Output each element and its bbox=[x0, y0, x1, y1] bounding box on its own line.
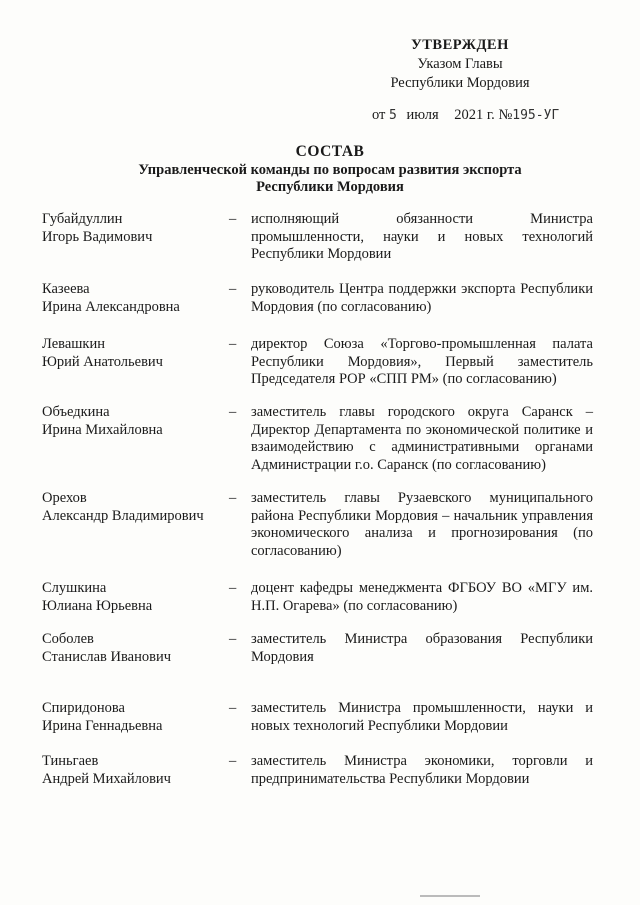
member-name bbox=[42, 753, 232, 788]
member-dash: – bbox=[229, 631, 237, 647]
member-role: исполняющий обязанности Министра промышленности, науки и новых технологий Республики Мордовии bbox=[251, 211, 593, 262]
title-line-1: Управленческой команды по вопросам развития экспорта bbox=[138, 162, 522, 178]
scan-artifact bbox=[420, 895, 480, 897]
decree-date-line bbox=[372, 107, 559, 124]
approved-label: УТВЕРЖДЕН bbox=[411, 37, 509, 53]
decree-number: 195-УГ bbox=[512, 108, 560, 123]
member-given-name: Юрий Анатольевич bbox=[42, 353, 163, 370]
approval-region: Республики Мордовия bbox=[390, 75, 530, 91]
title-line-2: Республики Мордовия bbox=[256, 179, 404, 195]
date-month: июля bbox=[406, 107, 439, 123]
member-given-name: Андрей Михайлович bbox=[42, 770, 171, 787]
member-dash: – bbox=[229, 336, 237, 352]
member-dash: – bbox=[229, 281, 237, 297]
approval-stamp bbox=[360, 36, 560, 93]
member-surname: Слушкина bbox=[42, 580, 107, 596]
member-role: заместитель главы Рузаевского муниципального района Республики Мордовия – начальник управления экономического анализа и прогнозирования (по согласованию) bbox=[251, 490, 593, 559]
member-name bbox=[42, 631, 232, 666]
member-given-name: Ирина Александровна bbox=[42, 298, 180, 315]
member-surname: Объедкина bbox=[42, 404, 110, 420]
member-given-name: Юлиана Юрьевна bbox=[42, 597, 153, 614]
member-role: заместитель Министра промышленности, науки и новых технологий Республики Мордовии bbox=[251, 700, 593, 734]
member-role: заместитель Министра образования Республики Мордовия bbox=[251, 631, 593, 665]
number-sign: № bbox=[498, 107, 513, 123]
member-surname: Левашкин bbox=[42, 336, 105, 352]
member-surname: Тиньгаев bbox=[42, 753, 99, 769]
date-prefix: от bbox=[372, 107, 386, 123]
member-name bbox=[42, 700, 232, 735]
member-name bbox=[42, 490, 232, 525]
approval-authority: Указом Главы bbox=[417, 56, 503, 72]
member-name bbox=[42, 580, 232, 615]
member-dash: – bbox=[229, 211, 237, 227]
member-surname: Губайдуллин bbox=[42, 211, 123, 227]
member-dash: – bbox=[229, 490, 237, 506]
member-given-name: Александр Владимирович bbox=[42, 507, 204, 524]
member-role: заместитель Министра экономики, торговли и предпринимательства Республики Мордовии bbox=[251, 753, 593, 787]
member-given-name: Игорь Вадимович bbox=[42, 228, 153, 245]
member-role: руководитель Центра поддержки экспорта Республики Мордовия (по согласованию) bbox=[251, 281, 593, 315]
member-name bbox=[42, 211, 232, 246]
member-dash: – bbox=[229, 753, 237, 769]
document-title bbox=[60, 143, 600, 196]
member-dash: – bbox=[229, 580, 237, 596]
member-dash: – bbox=[229, 404, 237, 420]
member-surname: Казеева bbox=[42, 281, 90, 297]
title-heading: СОСТАВ bbox=[295, 143, 365, 160]
member-role: заместитель главы городского округа Саранск – Директор Департамента по экономической политике и взаимодействию с административными органами Администрации г.о. Саранск (по согласованию) bbox=[251, 404, 593, 473]
member-given-name: Ирина Михайловна bbox=[42, 421, 163, 438]
member-name bbox=[42, 336, 232, 371]
member-surname: Спиридонова bbox=[42, 700, 125, 716]
member-dash: – bbox=[229, 700, 237, 716]
member-surname: Орехов bbox=[42, 490, 87, 506]
member-name bbox=[42, 281, 232, 316]
member-name bbox=[42, 404, 232, 439]
date-year: 2021 г. bbox=[454, 107, 495, 123]
member-given-name: Ирина Геннадьевна bbox=[42, 717, 163, 734]
member-role: доцент кафедры менеджмента ФГБОУ ВО «МГУ им. Н.П. Огарева» (по согласованию) bbox=[251, 580, 593, 614]
date-day: 5 bbox=[389, 108, 397, 123]
member-surname: Соболев bbox=[42, 631, 94, 647]
member-given-name: Станислав Иванович bbox=[42, 648, 171, 665]
member-role: директор Союза «Торгово-промышленная палата Республики Мордовия», Первый заместитель Председателя РОР «СПП РМ» (по согласованию) bbox=[251, 336, 593, 387]
